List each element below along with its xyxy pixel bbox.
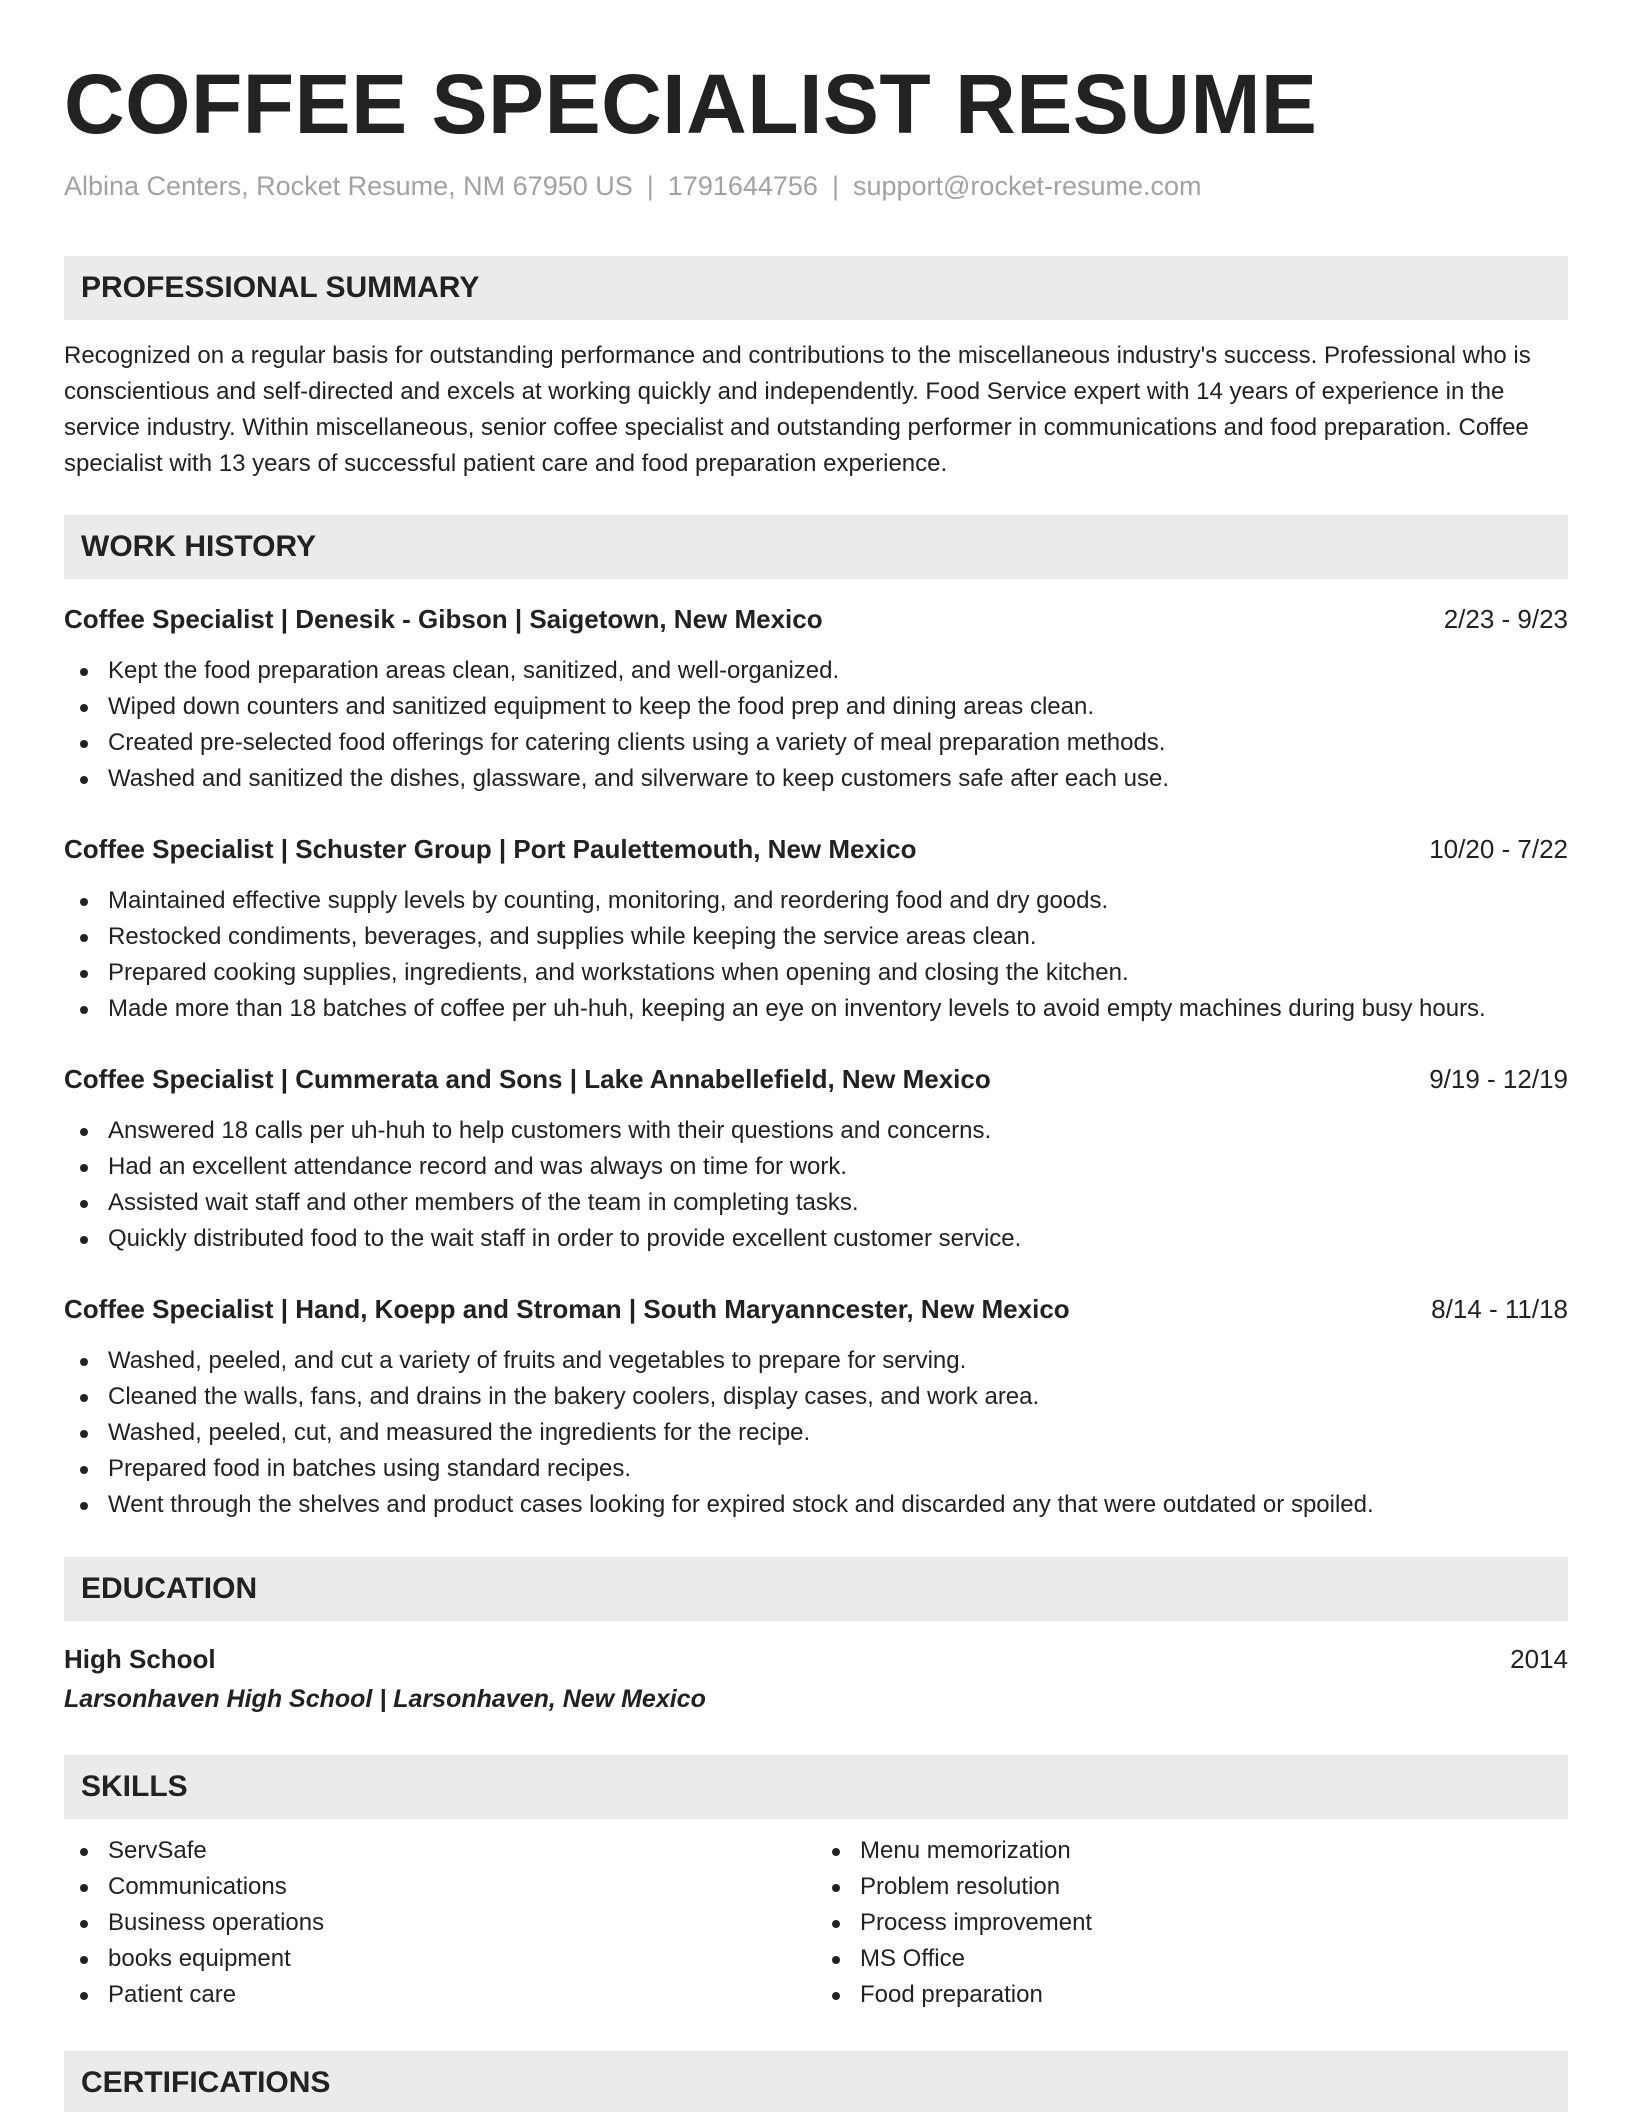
job-title: Coffee Specialist | Cummerata and Sons | Lake Annabellefield, New Mexico xyxy=(64,1064,991,1094)
job-entry xyxy=(64,1291,1568,1523)
job-duties xyxy=(64,883,1568,1027)
education-year: 2014 xyxy=(1510,1644,1568,1674)
job-duties xyxy=(64,1113,1568,1257)
job-header xyxy=(64,831,1568,867)
job-duties xyxy=(64,653,1568,797)
job-title: Coffee Specialist | Denesik - Gibson | Saigetown, New Mexico xyxy=(64,604,823,634)
duty-item: Assisted wait staff and other members of the team in completing tasks. xyxy=(64,1185,1568,1221)
duty-item: Washed and sanitized the dishes, glassware, and silverware to keep customers safe after each use. xyxy=(64,761,1568,797)
duty-item: Prepared food in batches using standard recipes. xyxy=(64,1451,1568,1487)
duty-item: Made more than 18 batches of coffee per uh-huh, keeping an eye on inventory levels to avoid empty machines during busy hours. xyxy=(64,991,1568,1027)
contact-address: Albina Centers, Rocket Resume, NM 67950 US xyxy=(64,171,633,201)
skill-item: books equipment xyxy=(64,1941,816,1977)
contact-line xyxy=(64,168,1568,204)
job-header xyxy=(64,1291,1568,1327)
education-header xyxy=(64,1641,1568,1677)
job-dates: 9/19 - 12/19 xyxy=(1429,1064,1568,1094)
job-entry xyxy=(64,831,1568,1027)
contact-separator: | xyxy=(831,171,839,201)
skill-item: ServSafe xyxy=(64,1833,816,1869)
duty-item: Quickly distributed food to the wait staff in order to provide excellent customer service. xyxy=(64,1221,1568,1257)
skills-column-left xyxy=(64,1833,816,2013)
skill-item: Food preparation xyxy=(816,1977,1568,2013)
job-dates: 8/14 - 11/18 xyxy=(1431,1294,1568,1324)
skill-item: Problem resolution xyxy=(816,1869,1568,1905)
duty-item: Had an excellent attendance record and was always on time for work. xyxy=(64,1149,1568,1185)
job-header xyxy=(64,1061,1568,1097)
duty-item: Went through the shelves and product cases looking for expired stock and discarded any that were outdated or spoiled. xyxy=(64,1487,1568,1523)
duty-item: Wiped down counters and sanitized equipment to keep the food prep and dining areas clean. xyxy=(64,689,1568,725)
section-heading-skills: SKILLS xyxy=(64,1755,1568,1819)
duty-item: Washed, peeled, cut, and measured the ingredients for the recipe. xyxy=(64,1415,1568,1451)
job-title: Coffee Specialist | Schuster Group | Port Paulettemouth, New Mexico xyxy=(64,834,917,864)
skill-item: Process improvement xyxy=(816,1905,1568,1941)
contact-separator: | xyxy=(646,171,654,201)
section-heading-certifications: CERTIFICATIONS xyxy=(64,2051,1568,2112)
skill-item: Business operations xyxy=(64,1905,816,1941)
contact-phone: 1791644756 xyxy=(667,171,818,201)
duty-item: Kept the food preparation areas clean, sanitized, and well-organized. xyxy=(64,653,1568,689)
section-heading-work-history: WORK HISTORY xyxy=(64,515,1568,579)
skill-item: Communications xyxy=(64,1869,816,1905)
duty-item: Prepared cooking supplies, ingredients, and workstations when opening and closing the kitchen. xyxy=(64,955,1568,991)
education-entry xyxy=(64,1641,1568,1717)
page-title: COFFEE SPECIALIST RESUME xyxy=(64,57,1318,151)
duty-item: Created pre-selected food offerings for catering clients using a variety of meal preparation methods. xyxy=(64,725,1568,761)
duty-item: Washed, peeled, and cut a variety of fruits and vegetables to prepare for serving. xyxy=(64,1343,1568,1379)
skills-list xyxy=(64,1833,1568,2013)
skill-item: Menu memorization xyxy=(816,1833,1568,1869)
job-entry xyxy=(64,601,1568,797)
job-duties xyxy=(64,1343,1568,1523)
contact-email[interactable]: support@rocket-resume.com xyxy=(852,171,1202,201)
job-title: Coffee Specialist | Hand, Koepp and Stroman | South Maryanncester, New Mexico xyxy=(64,1294,1070,1324)
duty-item: Restocked condiments, beverages, and supplies while keeping the service areas clean. xyxy=(64,919,1568,955)
job-dates: 10/20 - 7/22 xyxy=(1429,834,1568,864)
section-heading-education: EDUCATION xyxy=(64,1557,1568,1621)
education-degree: High School xyxy=(64,1644,216,1674)
job-entry xyxy=(64,1061,1568,1257)
duty-item: Maintained effective supply levels by counting, monitoring, and reordering food and dry goods. xyxy=(64,883,1568,919)
duty-item: Cleaned the walls, fans, and drains in the bakery coolers, display cases, and work area. xyxy=(64,1379,1568,1415)
job-dates: 2/23 - 9/23 xyxy=(1443,604,1568,634)
summary-text: Recognized on a regular basis for outstanding performance and contributions to the miscellaneous industry's success. Professional who is conscientious and self-directed and excels at working quickly and independently. Food Service expert with 14 years of experience in the service industry. Within miscellaneous, senior coffee specialist and outstanding performer in communications and food preparation. Coffee specialist with 13 years of successful patient care and food preparation experience. xyxy=(64,342,1531,477)
skills-column-right xyxy=(816,1833,1568,2013)
duty-item: Answered 18 calls per uh-huh to help customers with their questions and concerns. xyxy=(64,1113,1568,1149)
education-school: Larsonhaven High School | Larsonhaven, New Mexico xyxy=(64,1685,706,1713)
job-header xyxy=(64,601,1568,637)
skill-item: Patient care xyxy=(64,1977,816,2013)
section-heading-summary: PROFESSIONAL SUMMARY xyxy=(64,256,1568,320)
skill-item: MS Office xyxy=(816,1941,1568,1977)
